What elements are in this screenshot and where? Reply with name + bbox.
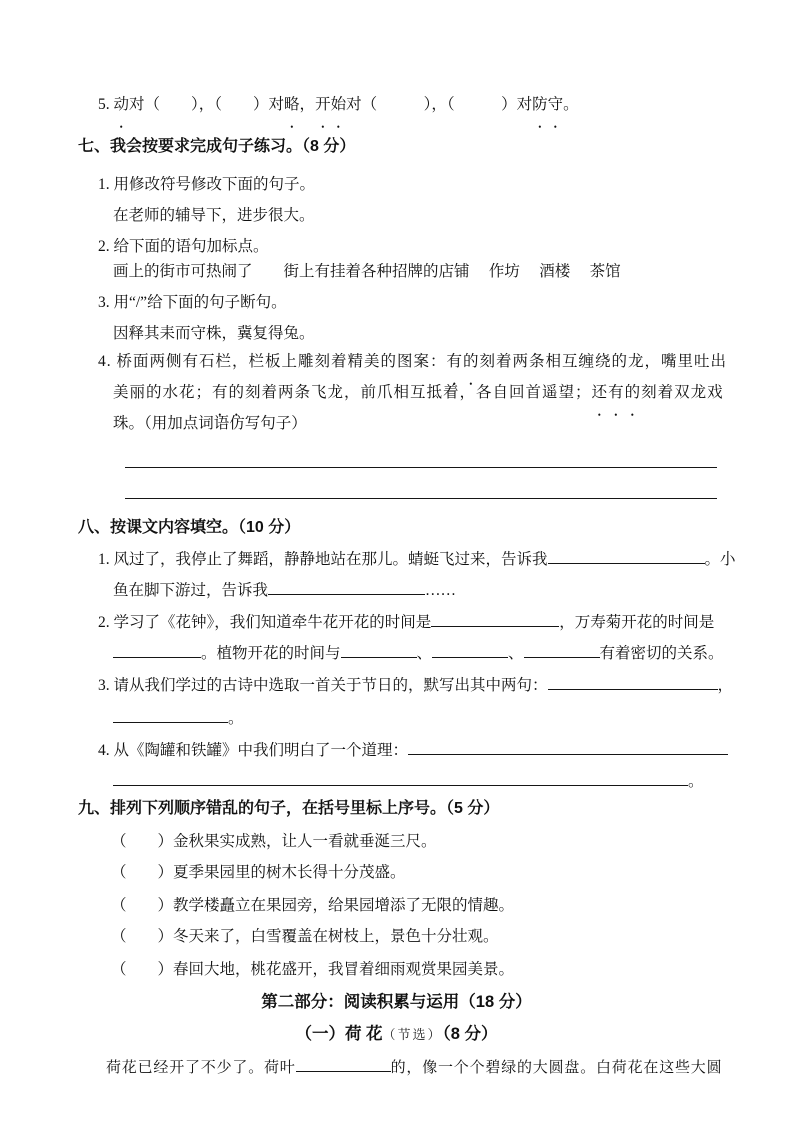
text-run: 刻着双龙戏 xyxy=(641,384,724,401)
item-8-2-line1 xyxy=(98,607,743,638)
text-run: 因释其耒而守株，冀复得兔。 xyxy=(113,325,315,342)
answer-line-1 xyxy=(125,439,717,468)
text-run: 对（ ），（ ）对 xyxy=(346,96,533,113)
text-run: 。小 xyxy=(704,551,736,568)
text-run: 有着密切的关系。 xyxy=(599,645,724,662)
text-run: 刻着两条飞龙，前爪相互抵着，各自回首遥望； xyxy=(245,384,592,401)
text-run: 1. 用修改符号修改下面的句子。 xyxy=(98,176,316,193)
text-run: ， xyxy=(717,677,734,694)
text-run: 珠。（用加点词语仿写句子） xyxy=(113,415,307,432)
emphasized-char: 还 xyxy=(591,384,609,401)
text-run: 荷花已经开了不少了。荷叶 xyxy=(106,1060,296,1076)
fill-in-blank xyxy=(113,771,688,786)
item-9-5 xyxy=(111,954,743,985)
text-run: 九、排列下列顺序错乱的句子，在括号里标上序号。（5 分） xyxy=(78,800,500,817)
text-run: ，万寿菊开花的时间是 xyxy=(559,614,715,631)
item-9-2 xyxy=(111,857,743,888)
item-6-5-antonyms xyxy=(98,89,743,120)
text-run: （ ）春回大地，桃花盛开，我冒着细雨观赏果园美景。 xyxy=(111,961,515,978)
item-7-4-line1 xyxy=(98,346,743,377)
emphasized-char: 有 xyxy=(446,353,464,370)
emphasized-char: 的 xyxy=(463,353,480,370)
fill-in-blank xyxy=(432,643,508,658)
reading-passage-line1 xyxy=(106,1053,743,1084)
fill-in-blank xyxy=(113,708,228,723)
text-run: （一）荷 花 xyxy=(295,1025,383,1043)
item-8-1-line2 xyxy=(113,575,743,606)
fill-in-blank xyxy=(548,675,718,690)
fill-in-blank xyxy=(548,549,705,564)
text-run: （ ）教学楼矗立在果园旁，给果园增添了无限的情趣。 xyxy=(111,897,515,914)
text-run: 1. 风过了，我停止了舞蹈，静静地站在那儿。蜻蜓飞过来，告诉我 xyxy=(98,551,548,568)
text-run: 3. 请从我们学过的古诗中选取一首关于节日的，默写出其中两句： xyxy=(98,677,548,694)
item-8-4-line1 xyxy=(98,735,743,766)
part-2-heading xyxy=(0,987,793,1018)
text-run: 5. xyxy=(98,96,114,113)
reading-1-title xyxy=(0,1019,793,1050)
text-run: ， xyxy=(299,96,316,113)
emphasized-char: 有 xyxy=(212,384,229,401)
text-run: 在老师的辅导下，进步很大。 xyxy=(113,207,315,224)
fill-in-blank xyxy=(524,643,600,658)
text-run: 4. 从《陶罐和铁罐》中我们明白了一个道理： xyxy=(98,742,409,759)
item-7-1 xyxy=(98,169,743,200)
emphasized-char: 的 xyxy=(624,384,642,401)
text-run: 八、按课文内容填空。（10 分） xyxy=(78,519,301,536)
item-8-3-line1 xyxy=(98,670,743,701)
section-8-heading xyxy=(78,512,743,543)
text-run: 。 xyxy=(563,96,579,113)
item-9-3 xyxy=(111,890,743,921)
emphasized-char: 有 xyxy=(608,384,625,401)
text-run: （ ）夏季果园里的树木长得十分茂盛。 xyxy=(111,864,406,881)
text-run: 2. 学习了《花钟》，我们知道牵牛花开花的时间是 xyxy=(98,614,432,631)
text-run: 4. 桥面两侧有石栏，栏板上雕刻着精美的图案： xyxy=(98,353,447,370)
item-9-4 xyxy=(111,921,743,952)
item-8-1-line1 xyxy=(98,544,743,575)
text-run: 。 xyxy=(688,773,704,790)
emphasized-char: 防 xyxy=(532,96,548,113)
emphasized-char: 略 xyxy=(284,96,300,113)
item-7-4-line3 xyxy=(113,408,743,439)
text-run: （节选） xyxy=(382,1027,443,1042)
text-run: （ ）冬天来了，白雪覆盖在树枝上，景色十分壮观。 xyxy=(111,928,499,945)
item-7-1-sentence xyxy=(113,200,743,231)
item-7-3 xyxy=(98,287,743,318)
text-run: 的，像一个个碧绿的大圆盘。白荷花在这些大圆 xyxy=(390,1060,723,1076)
section-9-heading xyxy=(78,793,743,824)
text-run: 。 xyxy=(228,710,244,727)
text-run: 、 xyxy=(508,645,524,662)
item-8-3-line2 xyxy=(113,703,743,734)
fill-in-blank xyxy=(113,643,201,658)
answer-line-2 xyxy=(125,468,717,499)
item-7-3-sentence xyxy=(113,318,743,349)
text-run: 画上的街市可热闹了 街上有挂着各种招牌的店铺 作坊 酒楼 茶馆 xyxy=(113,263,621,280)
text-run: （ ）金秋果实成熟，让人一看就垂涎三尺。 xyxy=(111,833,437,850)
item-9-1 xyxy=(111,826,743,857)
fill-in-blank xyxy=(341,643,417,658)
fill-in-blank xyxy=(296,1057,391,1072)
item-7-2-sentence xyxy=(113,256,743,287)
text-run: 对（ ），（ ）对 xyxy=(129,96,285,113)
text-run: 第二部分：阅读积累与运用（18 分） xyxy=(261,993,532,1011)
fill-in-blank xyxy=(268,580,425,595)
text-run: 3. 用“/”给下面的句子断句。 xyxy=(98,294,287,311)
emphasized-char: 开 xyxy=(315,96,331,113)
fill-in-blank xyxy=(431,612,559,627)
section-7-heading xyxy=(78,131,743,162)
item-8-2-line2 xyxy=(113,638,743,669)
text-run: 七、我会按要求完成句子练习。（8 分） xyxy=(78,138,356,155)
emphasized-char: 动 xyxy=(113,96,130,113)
text-run: 2. 给下面的语句加标点。 xyxy=(98,238,269,255)
emphasized-char: 始 xyxy=(330,96,347,113)
text-run: 。植物开花的时间与 xyxy=(201,645,341,662)
text-run: 、 xyxy=(416,645,433,662)
emphasized-char: 的 xyxy=(228,384,246,401)
text-run: （8 分） xyxy=(442,1025,498,1043)
item-7-4-line2 xyxy=(113,377,743,408)
text-run: 鱼在脚下游过，告诉我 xyxy=(113,582,269,599)
text-run: …… xyxy=(425,582,457,599)
text-run: 刻着两条相互缠绕的龙，嘴里吐出 xyxy=(479,353,728,370)
emphasized-char: 守 xyxy=(547,96,564,113)
fill-in-blank xyxy=(408,740,728,755)
text-run: 美丽的水花； xyxy=(113,384,213,401)
